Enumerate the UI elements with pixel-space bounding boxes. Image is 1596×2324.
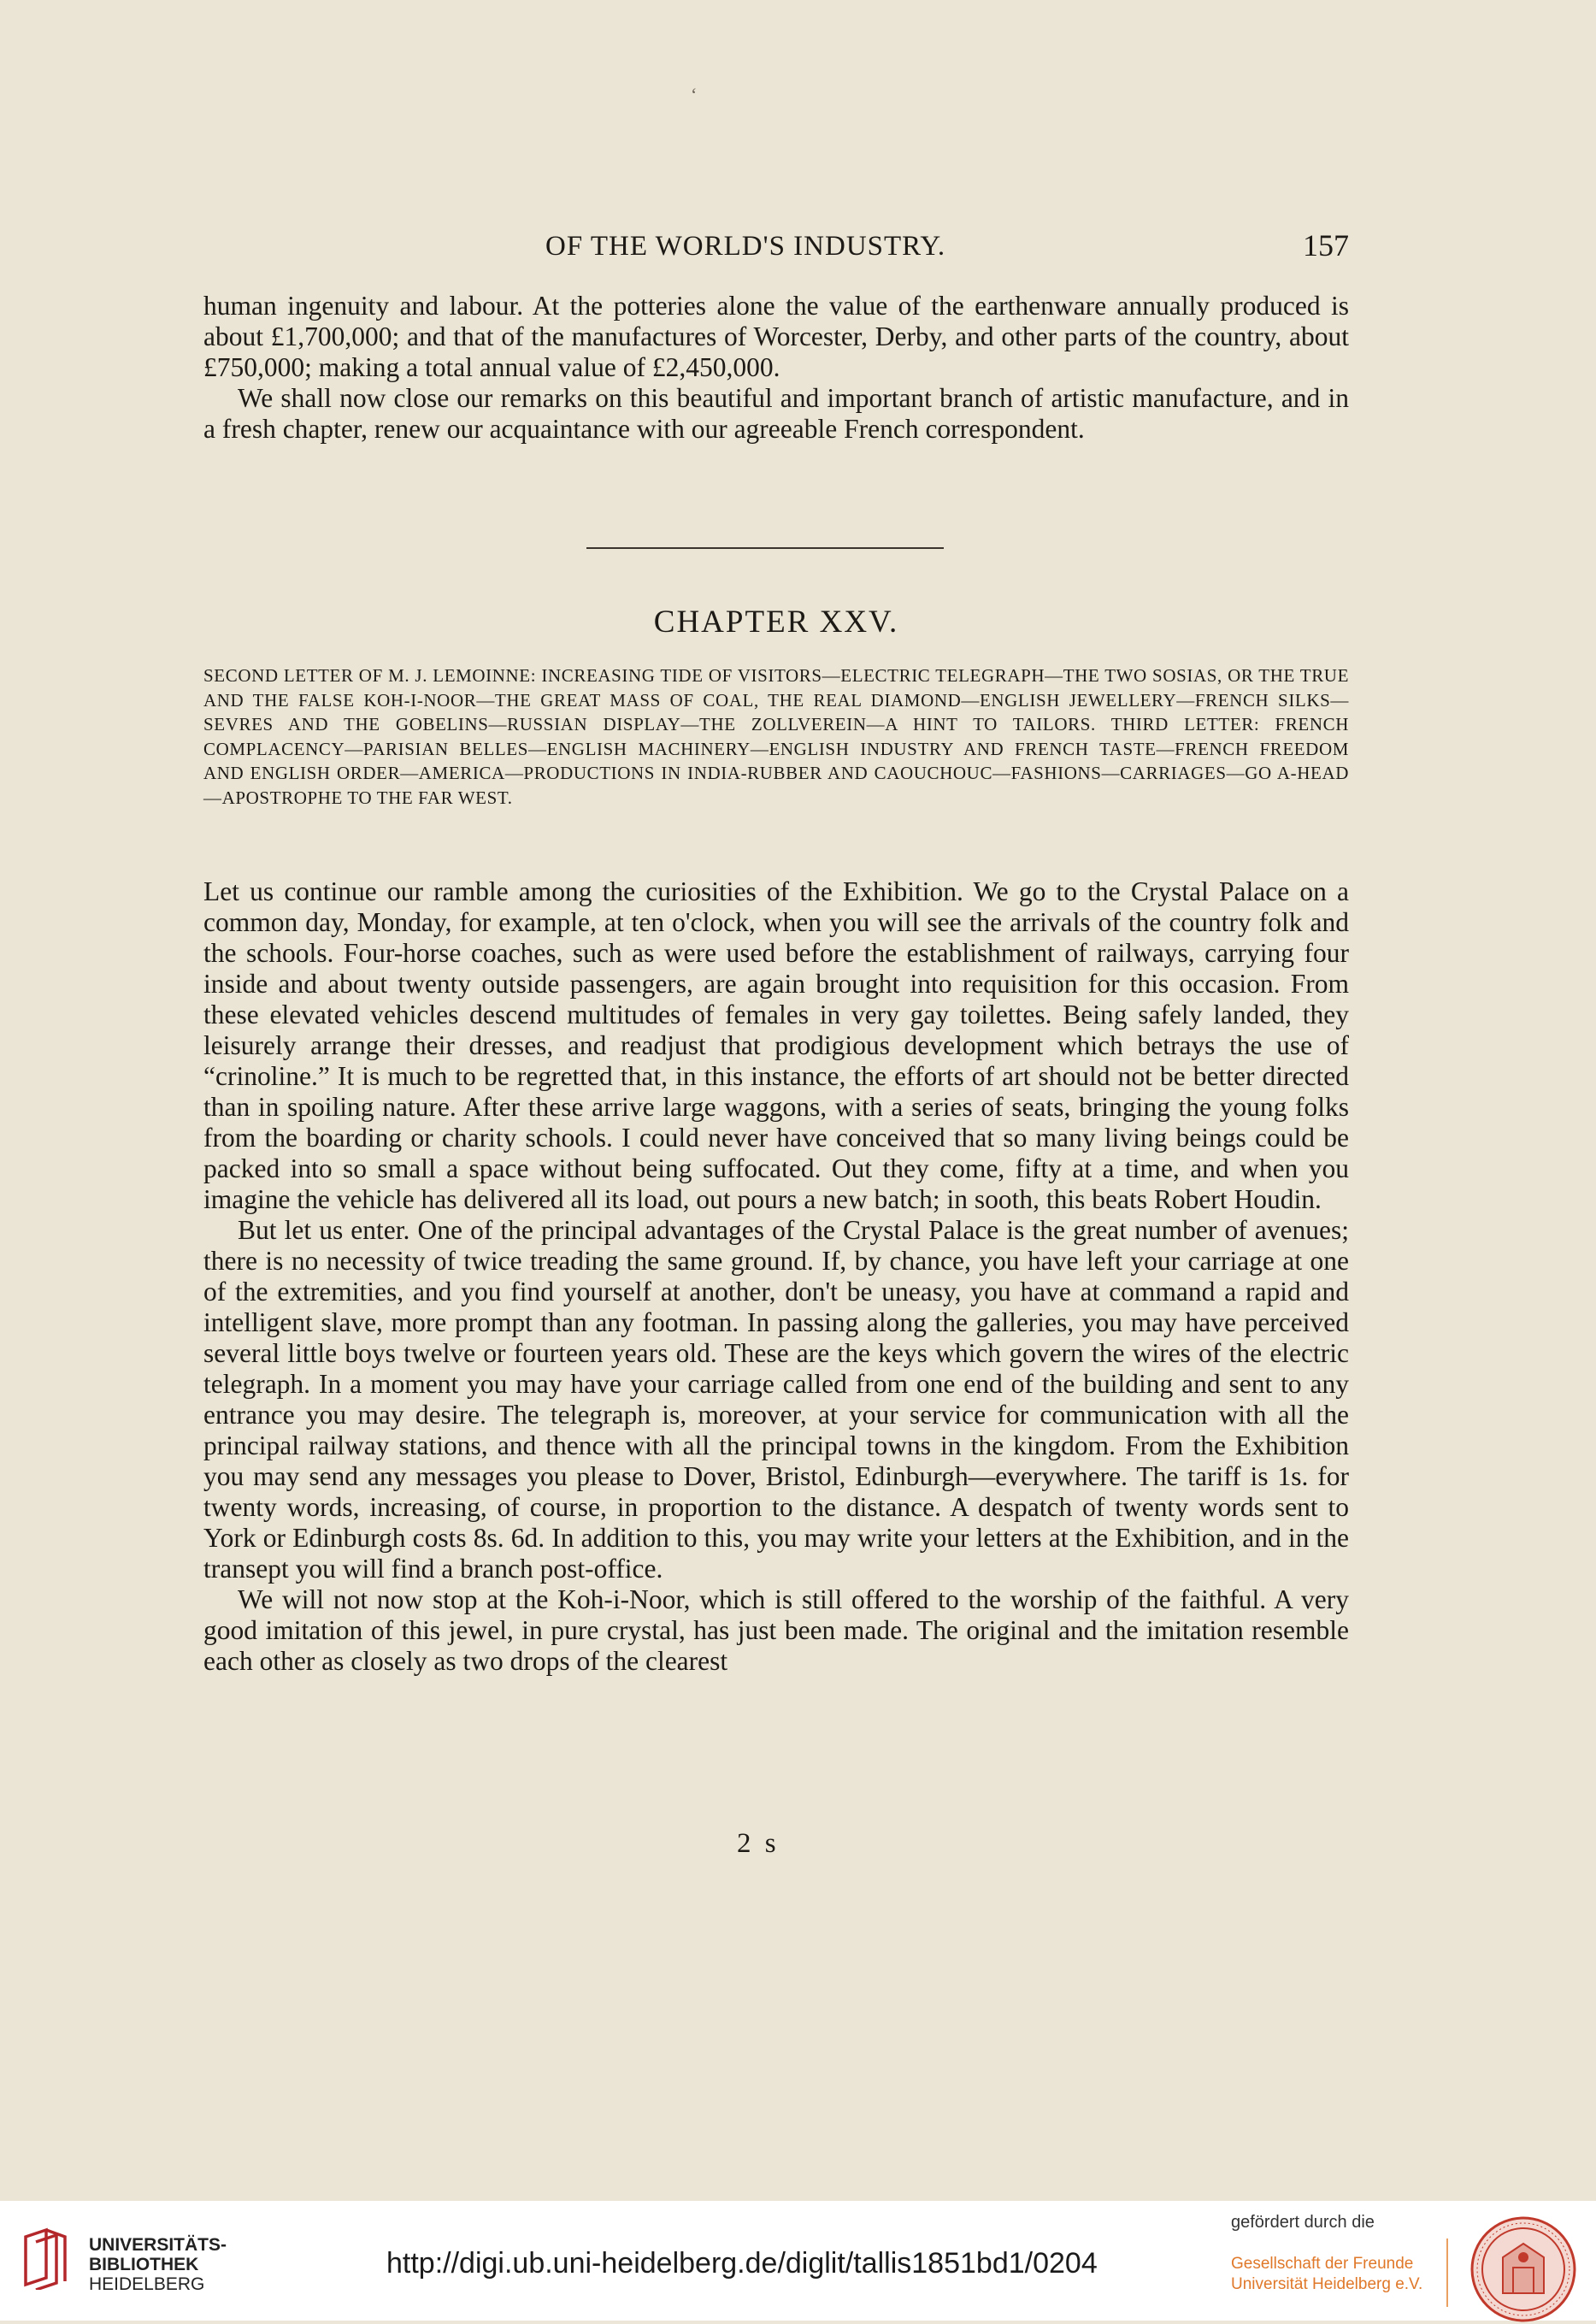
text-block-main [203, 876, 1349, 1677]
library-name-line: UNIVERSITÄTS- [89, 2235, 227, 2255]
library-name-line: HEIDELBERG [89, 2274, 205, 2294]
printer-signature: 2 s [737, 1828, 780, 1859]
section-rule [586, 547, 944, 549]
paragraph: But let us enter. One of the principal advantages of the Crystal Palace is the great number of avenues; there is no necessity of twice treading the same ground. If, by chance, you have left your carriage at one of the extremities, and you find yourself at another, don't be uneasy, you have at command a rapid and intelligent slave, more prompt than any footman. In passing along the galleries, you may have perceived several little boys twelve or fourteen years old. These are the keys which govern the wires of the electric telegraph. In a moment you may have your carriage called from one end of the building and sent to any entrance you may desire. The telegraph is, moreover, at your service for communication with all the principal railway stations, and thence with all the principal towns in the kingdom. From the Exhibition you may send any messages you please to Dover, Bristol, Edinburgh—everywhere. The tariff is 1s. for twenty words, increasing, of course, in proportion to the distance. A despatch of twenty words sent to York or Edinburgh costs 8s. 6d. In addition to this, you may write your letters at the Exhibition, and in the transept you will find a branch post-office. [203, 1215, 1349, 1584]
society-name-line: Gesellschaft der Freunde [1231, 2255, 1414, 2273]
paragraph: Let us continue our ramble among the curiosities of the Exhibition. We go to the Crystal Palace on a common day, Monday, for example, at ten o'clock, when you will see the arrivals of the country folk and the schools. Four-horse coaches, such as were used before the establishment of railways, carrying four inside and about twenty outside passengers, are again brought into requisition for this occasion. From these elevated vehicles descend multitudes of females in very gay toilettes. Being safely landed, they leisurely arrange their dresses, and readjust that prodigious development which betrays the use of “crinoline.” It is much to be regretted that, in this instance, the efforts of art should not be better directed than in spoiling nature. After these arrive large waggons, with a series of seats, bringing the young folks from the boarding or charity schools. I could never have conceived that so many living beings could be packed into so small a space without being suffocated. Out they come, fifty at a time, and when you imagine the vehicle has delivered all its load, out pours a new batch; in sooth, this beats Robert Houdin. [203, 876, 1349, 1214]
society-name-line: Universität Heidelberg e.V. [1231, 2275, 1423, 2293]
society-name [1231, 2254, 1422, 2295]
text-block-top [203, 291, 1349, 445]
digitization-footer [0, 2201, 1596, 2321]
page-number: 157 [1303, 228, 1349, 262]
running-head-title: OF THE WORLD'S INDUSTRY. [545, 231, 946, 262]
library-logo-icon [21, 2227, 70, 2290]
funded-by-label: gefördert durch die [1231, 2213, 1375, 2232]
permalink-url[interactable]: http://digi.ub.uni-heidelberg.de/diglit/tallis1851bd1/0204 [386, 2247, 1098, 2280]
paragraph: We shall now close our remarks on this beautiful and important branch of artistic manufacture, and in a fresh chapter, renew our acquaintance with our agreeable French correspondent. [203, 383, 1349, 444]
running-head [203, 224, 1349, 267]
paragraph: We will not now stop at the Koh-i-Noor, which is still offered to the worship of the faithful. A very good imitation of this jewel, in pure crystal, has just been made. The original and the imitation resemble each other as closely as two drops of the clearest [203, 1584, 1349, 1676]
university-seal-icon [1469, 2215, 1578, 2324]
paragraph: human ingenuity and labour. At the potteries alone the value of the earthenware annually produced is about £1,700,000; and that of the manufactures of Worcester, Derby, and other parts of the country, about £750,000; making a total annual value of £2,450,000. [203, 291, 1349, 382]
synopsis-text: SECOND LETTER OF M. J. LEMOINNE: INCREASING TIDE OF VISITORS—ELECTRIC TELEGRAPH—THE TWO SOSIAS, OR THE TRUE AND THE FALSE KOH-I-NOOR—THE GREAT MASS OF COAL, THE REAL DIAMOND—ENGLISH JEWELLERY—FRENCH SILKS—SEVRES AND THE GOBELINS—RUSSIAN DISPLAY—THE ZOLLVEREIN—A HINT TO TAILORS. THIRD LETTER: FRENCH COMPLACENCY—PARISIAN BELLES—ENGLISH MACHINERY—ENGLISH INDUSTRY AND FRENCH TASTE—FRENCH FREEDOM AND ENGLISH ORDER—AMERICA—PRODUCTIONS IN INDIA-RUBBER AND CAOUCHOUC—FASHIONS—CARRIAGES—GO A-HEAD—APOSTROPHE TO THE FAR WEST. [203, 665, 1349, 808]
library-name-line: BIBLIOTHEK [89, 2255, 199, 2274]
footer-divider [1446, 2238, 1448, 2307]
chapter-synopsis [203, 664, 1349, 810]
chapter-title: CHAPTER XXV. [653, 605, 899, 640]
top-mark: ʻ [691, 84, 698, 105]
library-name [89, 2235, 227, 2294]
